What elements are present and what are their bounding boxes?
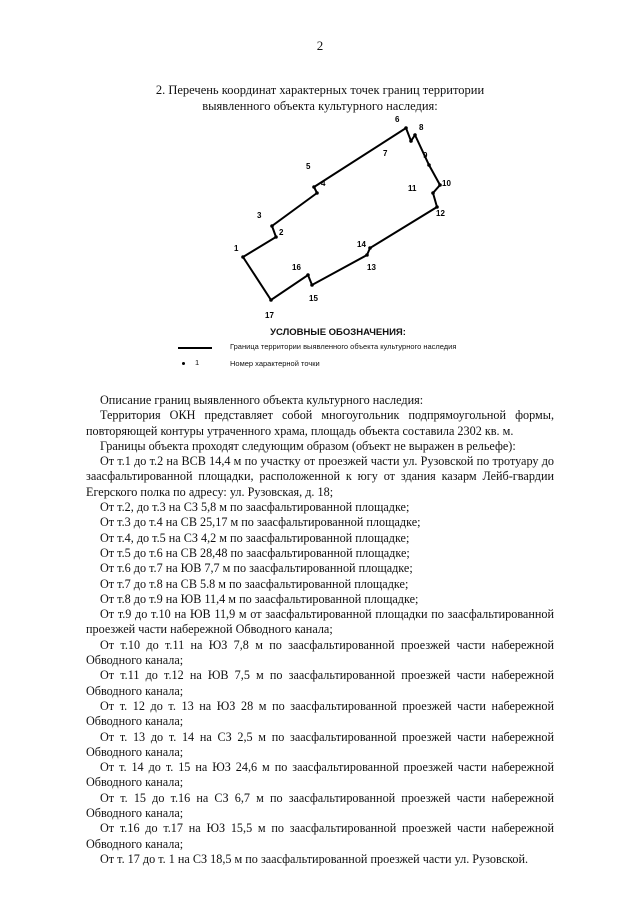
paragraph: От т. 12 до т. 13 на ЮЗ 28 м по заасфальтированной проезжей части набережной Обводного канала;	[86, 698, 554, 729]
boundary-point	[241, 255, 245, 259]
point-label-8: 8	[419, 123, 424, 132]
paragraph: Границы объекта проходят следующим образом (объект не выражен в рельефе):	[100, 438, 516, 453]
section-title-line-1: 2. Перечень координат характерных точек границ территории	[155, 83, 485, 97]
section-title-line-2: выявленного объекта культурного наследия:	[202, 99, 438, 113]
point-label-1: 1	[234, 244, 239, 253]
paragraph: От т.10 до т.11 на ЮЗ 7,8 м по заасфальтированной проезжей части набережной Обводного канала;	[86, 637, 554, 668]
paragraph: От т. 14 до т. 15 на ЮЗ 24,6 м по заасфальтированной проезжей части набережной Обводного канала;	[86, 760, 554, 790]
boundary-point	[365, 253, 369, 257]
point-label-7: 7	[383, 149, 388, 158]
boundary-point	[310, 283, 314, 287]
paragraph: От т.11 до т.12 на ЮВ 7,5 м по заасфальтированной проезжей части набережной Обводного канала;	[86, 668, 554, 698]
boundary-description	[86, 393, 554, 867]
paragraph: От т.4, до т.5 на СЗ 4,2 м по заасфальтированной площадке;	[100, 530, 410, 545]
paragraph: От т.3 до т.4 на СВ 25,17 м по заасфальтированной площадке;	[100, 515, 421, 530]
page-number: 2	[316, 38, 324, 53]
point-label-16: 16	[292, 263, 301, 272]
paragraph: От т.8 до т.9 на ЮВ 11,4 м по заасфальтированной площадке;	[100, 591, 419, 606]
boundary-point	[274, 235, 278, 239]
point-label-3: 3	[257, 211, 262, 220]
boundary-point	[368, 246, 372, 250]
paragraph: От т.2, до т.3 на СЗ 5,8 м по заасфальтированной площадке;	[100, 500, 410, 515]
boundary-line	[243, 128, 440, 300]
paragraph: От т. 13 до т. 14 на СЗ 2,5 м по заасфальтированной проезжей части набережной Обводного канала;	[86, 729, 554, 759]
paragraph: От т.7 до т.8 на СВ 5.8 м по заасфальтированной площадке;	[100, 576, 409, 591]
point-label-13: 13	[367, 263, 376, 272]
point-label-17: 17	[265, 311, 274, 320]
point-label-5: 5	[306, 162, 311, 171]
legend-boundary-text: Граница территории выявленного объекта культурного наследия	[230, 342, 457, 351]
legend-title: УСЛОВНЫЕ ОБОЗНАЧЕНИЯ:	[270, 327, 406, 338]
boundary-diagram	[0, 110, 640, 325]
boundary-point	[431, 191, 435, 195]
paragraph: От т.16 до т.17 на ЮЗ 15,5 м по заасфальтированной проезжей части набережной Обводного канала;	[86, 821, 554, 851]
boundary-point	[270, 224, 274, 228]
point-label-11: 11	[408, 184, 417, 193]
point-label-4: 4	[321, 179, 326, 188]
point-label-12: 12	[436, 209, 445, 218]
paragraph: От т. 15 до т.16 на СЗ 6,7 м по заасфальтированной проезжей части набережной Обводного канала;	[86, 790, 554, 821]
boundary-point	[427, 163, 431, 167]
boundary-point	[315, 191, 319, 195]
point-label-14: 14	[357, 240, 366, 249]
paragraph: От т.6 до т.7 на ЮВ 7,7 м по заасфальтированной площадке;	[100, 561, 413, 576]
legend-row-boundary	[178, 342, 508, 355]
point-label-2: 2	[279, 228, 284, 237]
boundary-line-symbol	[178, 347, 212, 349]
point-label-15: 15	[309, 294, 318, 303]
legend	[178, 327, 508, 372]
point-label-10: 10	[442, 179, 451, 188]
paragraph: От т.1 до т.2 на ВСВ 14,4 м по участку от проезжей части ул. Рузовской по тротуару до заасфальтированной площадки, расположенной к югу от здания казарм Лейб-гвардии Егерского полка по адресу: ул. Рузовская, д. 18;	[86, 454, 554, 499]
boundary-point	[312, 185, 316, 189]
paragraph: Описание границ выявленного объекта культурного наследия:	[100, 393, 424, 407]
paragraph: От т.9 до т.10 на ЮВ 11,9 м от заасфальтированной площадки по заасфальтированной проезжей части набережной Обводного канала;	[86, 607, 554, 637]
point-number-symbol: 1	[195, 358, 200, 367]
boundary-point	[306, 273, 310, 277]
point-dot-symbol	[182, 362, 185, 365]
legend-point-text: Номер характерной точки	[230, 359, 320, 368]
boundary-point	[413, 133, 417, 137]
boundary-point	[404, 126, 408, 130]
boundary-point	[269, 298, 273, 302]
paragraph: От т. 17 до т. 1 на СЗ 18,5 м по заасфальтированной проезжей части ул. Рузовской.	[100, 851, 529, 866]
point-label-6: 6	[395, 115, 400, 124]
boundary-point	[409, 139, 413, 143]
legend-row-point	[178, 359, 508, 372]
paragraph: От т.5 до т.6 на СВ 28,48 по заасфальтированной площадке;	[100, 545, 410, 560]
point-label-9: 9	[423, 151, 428, 160]
paragraph: Территория ОКН представляет собой многоугольник подпрямоугольной формы, повторяющей контуры утраченного храма, площадь объекта составила 2302 кв. м.	[86, 408, 554, 438]
